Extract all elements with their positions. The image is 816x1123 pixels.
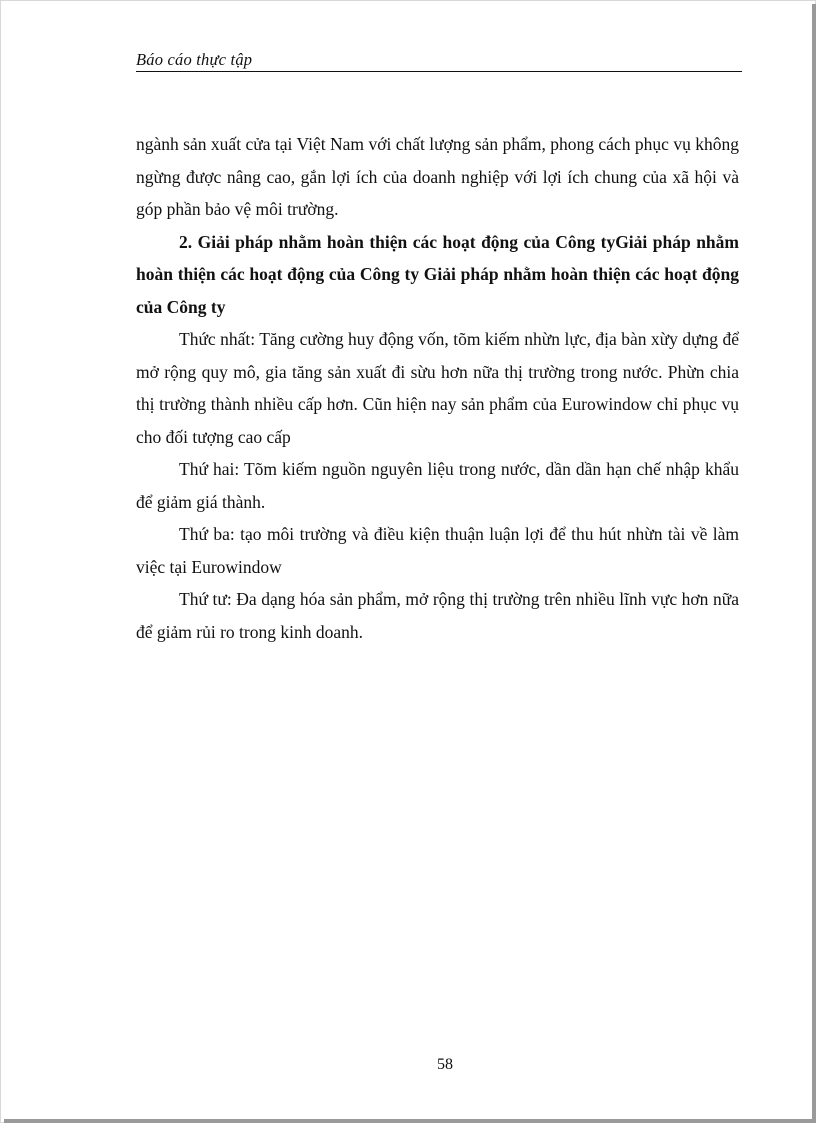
- section-heading: 2. Giải pháp nhằm hoàn thiện các hoạt động của Công tyGiải pháp nhằm hoàn thiện các hoạt động của Công ty Giải pháp nhằm hoàn thiện các hoạt động của Công ty: [136, 231, 739, 317]
- paragraph-first: Thức nhất: Tăng cường huy động vốn, tõm kiếm nhừn lực, địa bàn xừy dựng để mở rộng quy mô, gia tăng sản xuất đi sừu hơn nữa thị trường trong nước. Phừn chia thị trường thành nhiều cấp hơn. Cũn hiện nay sản phẩm của Eurowindow chỉ phục vụ cho đối tượng cao cấp: [136, 329, 739, 447]
- page-shadow-bottom: [4, 1119, 816, 1123]
- paragraph-second: Thứ hai: Tõm kiếm nguồn nguyên liệu trong nước, dần dần hạn chế nhập khẩu để giảm giá thành.: [136, 459, 739, 512]
- document-body: [136, 128, 739, 648]
- header-title: Báo cáo thực tập: [136, 50, 253, 69]
- paragraph-continuation: ngành sản xuất cửa tại Việt Nam với chất lượng sản phẩm, phong cách phục vụ không ngừng được nâng cao, gắn lợi ích của doanh nghiệp với lợi ích chung của xã hội và góp phần bảo vệ môi trường.: [136, 134, 739, 219]
- page-number: 58: [437, 1056, 453, 1073]
- page-shadow-right: [812, 4, 816, 1123]
- paragraph-fourth: Thứ tư: Đa dạng hóa sản phẩm, mở rộng thị trường trên nhiều lĩnh vực hơn nữa để giảm rủi ro trong kinh doanh.: [136, 589, 739, 642]
- running-header: [136, 50, 742, 72]
- paragraph-third: Thứ ba: tạo môi trường và điều kiện thuận luận lợi để thu hút nhừn tài về làm việc tại Eurowindow: [136, 524, 739, 577]
